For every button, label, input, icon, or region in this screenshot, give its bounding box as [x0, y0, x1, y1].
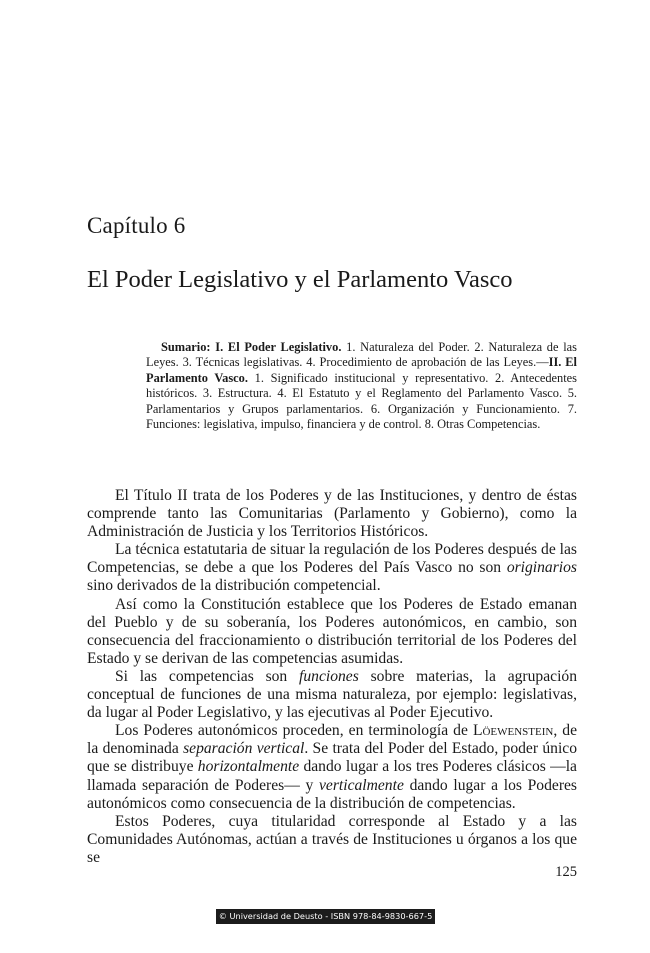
- paragraph-5-text-b: , de la denominada: [87, 722, 578, 758]
- paragraph-2-text-b: sino derivados de la distribución competencial.: [87, 577, 381, 595]
- paragraph-2-italic: originarios: [506, 559, 577, 577]
- summary-section-1-title: I. El Poder Legislativo.: [215, 340, 342, 354]
- summary-section-2-title: II. El Parlamento Vasco.: [146, 355, 577, 385]
- copyright-notice: © Universidad de Deusto - ISBN 978-84-9830-667-5: [216, 909, 435, 924]
- paragraph-5-text-e: dando lugar a los Poderes autonómicos como consecuencia de la distribución de competencias.: [87, 776, 577, 812]
- paragraph-1: El Título II trata de los Poderes y de las Instituciones, y dentro de éstas comprende tanto las Comunitarias (Parlamento y Gobierno), como la Administración de Justicia y los Territorios Históricos.: [87, 487, 577, 541]
- summary-section-1-items: 1. Naturaleza del Poder. 2. Naturaleza de las Leyes. 3. Técnicas legislativas. 4. Procedimiento de aprobación de las Leyes.—: [146, 340, 577, 370]
- paragraph-2-text-a: La técnica estatutaria de situar la regulación de los Poderes después de las Competencias, se debe a que los Poderes del País Vasco no son: [87, 541, 577, 577]
- body-text: [87, 487, 577, 867]
- paragraph-2: [87, 541, 577, 595]
- chapter-title: El Poder Legislativo y el Parlamento Vasco: [87, 266, 513, 293]
- paragraph-5-text-a: Los Poderes autonómicos proceden, en terminología de: [115, 722, 473, 740]
- paragraph-5-italic-1: separación vertical: [183, 740, 305, 758]
- paragraph-5-italic-2: horizontalmente: [197, 758, 300, 776]
- page-number: 125: [555, 864, 577, 880]
- summary-heading: Sumario:: [161, 340, 211, 354]
- paragraph-5-text-d: dando lugar a los tres Poderes clásicos —la llamada separación de Poderes— y: [87, 758, 577, 794]
- summary-section-2-items: 1. Significado institucional y representativo. 2. Antecedentes históricos. 3. Estructura. 4. El Estatuto y el Reglamento del Parlamento Vasco. 5. Parlamentarios y Grupos parlamentarios. 6. Organización y Funcionamiento. 7. Funciones: legislativa, impulso, financiera y de control. 8. Otras Competencias.: [146, 370, 577, 432]
- paragraph-4-italic: funciones: [299, 667, 359, 685]
- paragraph-4-text-b: sobre materias, la agrupación conceptual de funciones de una misma naturaleza, por ejemplo: legislativas, da lugar al Poder Legislativo, y las ejecutivas al Poder Ejecutivo.: [87, 667, 577, 722]
- paragraph-5: [87, 722, 577, 812]
- author-name-smallcaps: Löewenstein: [472, 722, 554, 740]
- paragraph-4-text-a: Si las competencias son: [115, 667, 300, 685]
- paragraph-3: Así como la Constitución establece que los Poderes de Estado emanan del Pueblo y de su soberanía, los Poderes autonómicos, en cambio, son consecuencia del fraccionamiento o distribución territorial de los Poderes del Estado y se derivan de las competencias asumidas.: [87, 595, 577, 667]
- chapter-summary: [146, 340, 577, 432]
- chapter-label: Capítulo 6: [87, 213, 186, 238]
- paragraph-5-text-c: . Se trata del Poder del Estado, poder único que se distribuye: [87, 740, 578, 776]
- paragraph-5-italic-3: verticalmente: [319, 776, 404, 794]
- paragraph-4: [87, 668, 577, 722]
- paragraph-6: Estos Poderes, cuya titularidad corresponde al Estado y a las Comunidades Autónomas, actúan a través de Instituciones u órganos a los que se: [87, 812, 577, 866]
